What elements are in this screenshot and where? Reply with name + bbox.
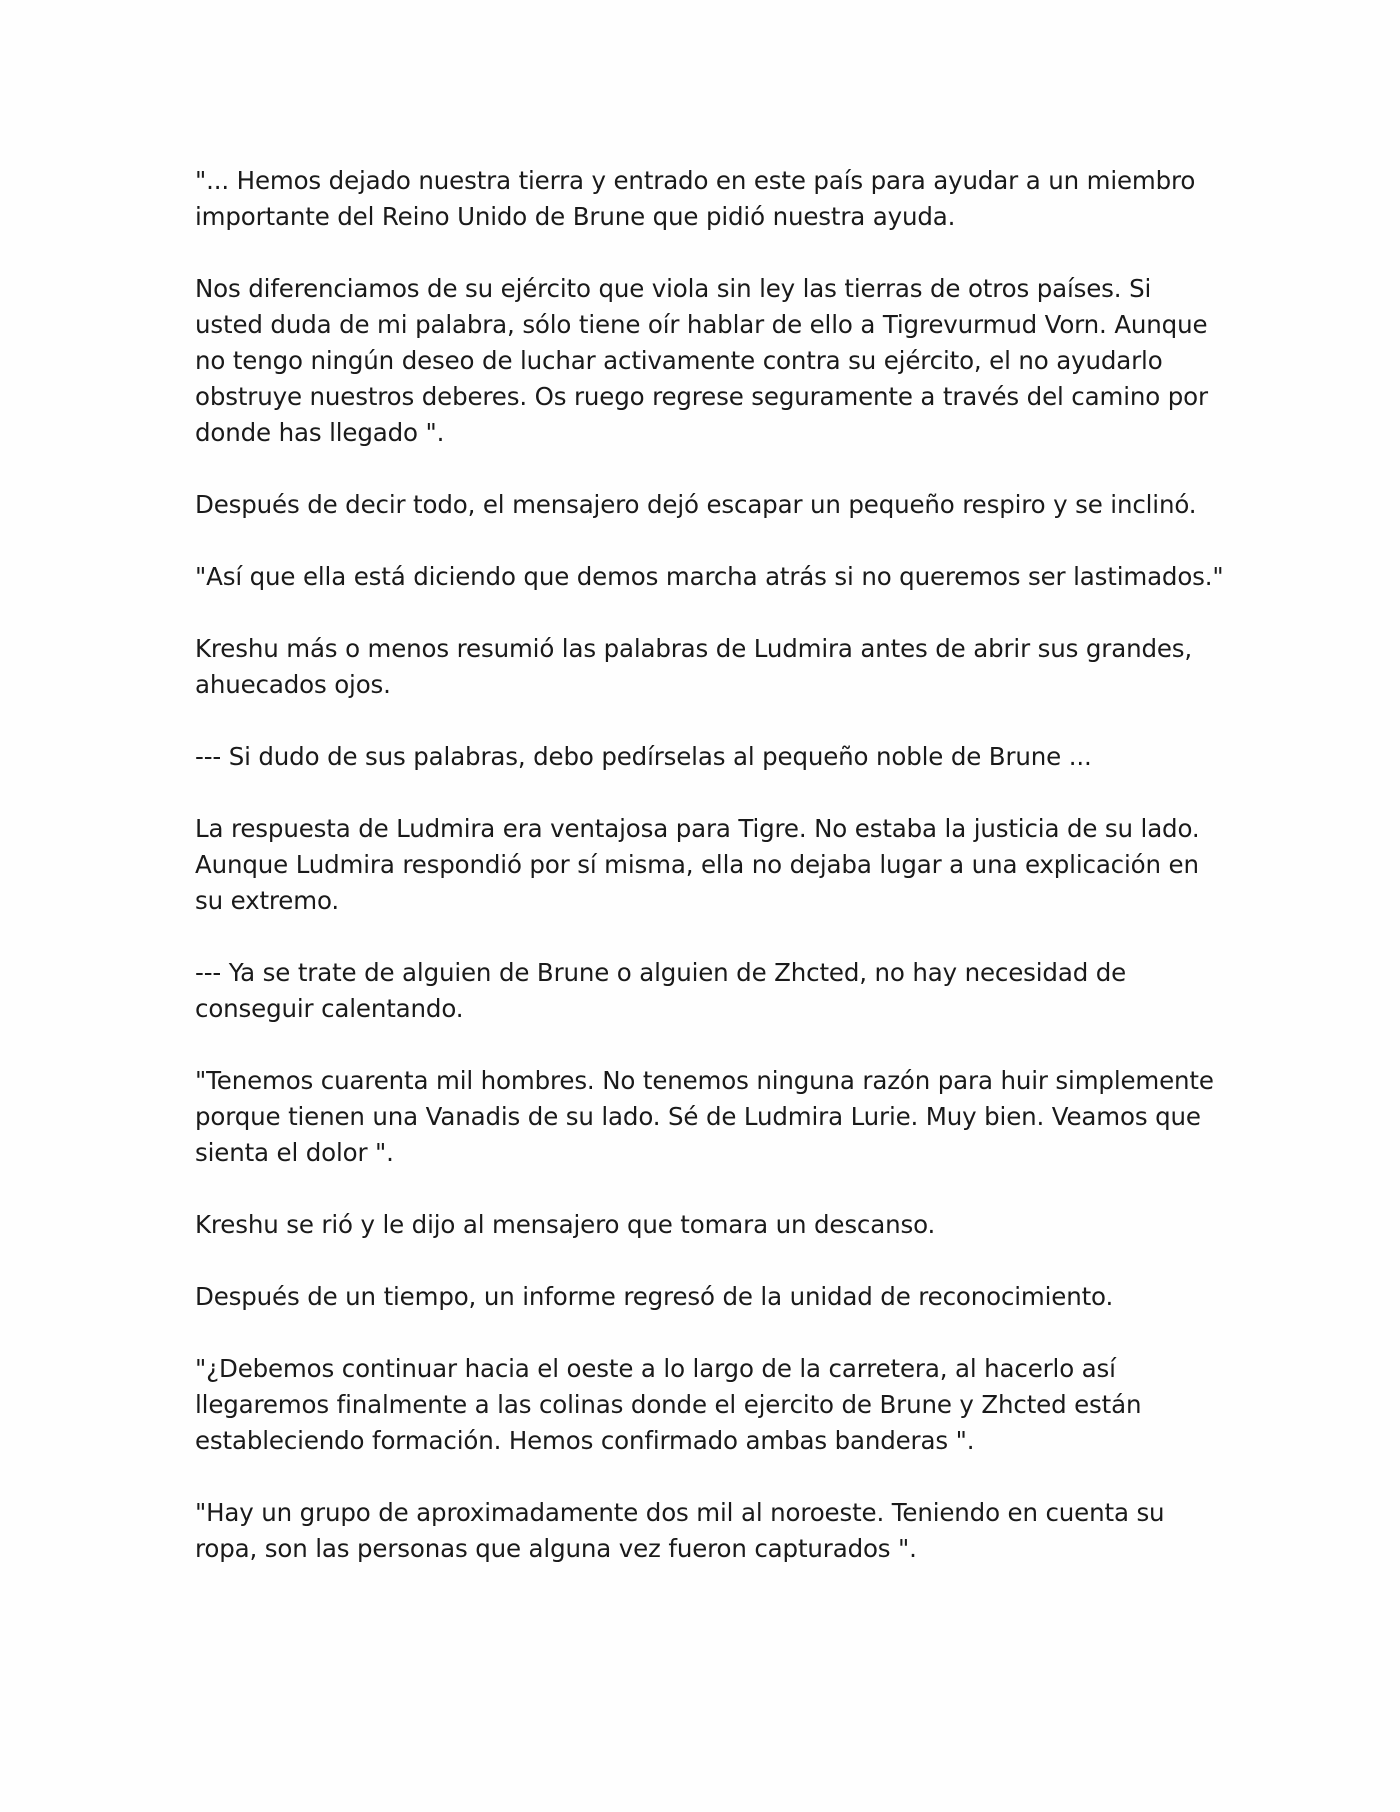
paragraph: "¿Debemos continuar hacia el oeste a lo largo de la carretera, al hacerlo así llegaremos finalmente a las colinas donde el ejercito de Brune y Zhcted están estableciendo formación. Hemos confirmado ambas banderas ". xyxy=(195,1354,1142,1455)
paragraph: Kreshu más o menos resumió las palabras de Ludmira antes de abrir sus grandes, ahuecados ojos. xyxy=(195,634,1193,699)
paragraph: "... Hemos dejado nuestra tierra y entrado en este país para ayudar a un miembro importante del Reino Unido de Brune que pidió nuestra ayuda. xyxy=(195,166,1196,231)
paragraph: Nos diferenciamos de su ejército que viola sin ley las tierras de otros países. Si usted duda de mi palabra, sólo tiene oír hablar de ello a Tigrevurmud Vorn. Aunque no tengo ningún deseo de luchar activamente contra su ejército, el no ayudarlo obstruye nuestros deberes. Os ruego regrese seguramente a través del camino por donde has llegado ". xyxy=(195,274,1208,447)
paragraph: Kreshu se rió y le dijo al mensajero que tomara un descanso. xyxy=(195,1210,936,1239)
paragraph: "Tenemos cuarenta mil hombres. No tenemos ninguna razón para huir simplemente porque tienen una Vanadis de su lado. Sé de Ludmira Lurie. Muy bien. Veamos que sienta el dolor ". xyxy=(195,1066,1214,1167)
paragraph: --- Ya se trate de alguien de Brune o alguien de Zhcted, no hay necesidad de conseguir calentando. xyxy=(195,958,1127,1023)
paragraph: "Hay un grupo de aproximadamente dos mil al noroeste. Teniendo en cuenta su ropa, son las personas que alguna vez fueron capturados ". xyxy=(195,1498,1165,1563)
document-body xyxy=(195,163,1225,1603)
paragraph: Después de un tiempo, un informe regresó de la unidad de reconocimiento. xyxy=(195,1282,1114,1311)
paragraph: Después de decir todo, el mensajero dejó escapar un pequeño respiro y se inclinó. xyxy=(195,490,1197,519)
paragraph: --- Si dudo de sus palabras, debo pedírselas al pequeño noble de Brune ... xyxy=(195,742,1092,771)
paragraph: "Así que ella está diciendo que demos marcha atrás si no queremos ser lastimados." xyxy=(195,562,1224,591)
paragraph: La respuesta de Ludmira era ventajosa para Tigre. No estaba la justicia de su lado. Aunque Ludmira respondió por sí misma, ella no dejaba lugar a una explicación en su extremo. xyxy=(195,814,1200,915)
